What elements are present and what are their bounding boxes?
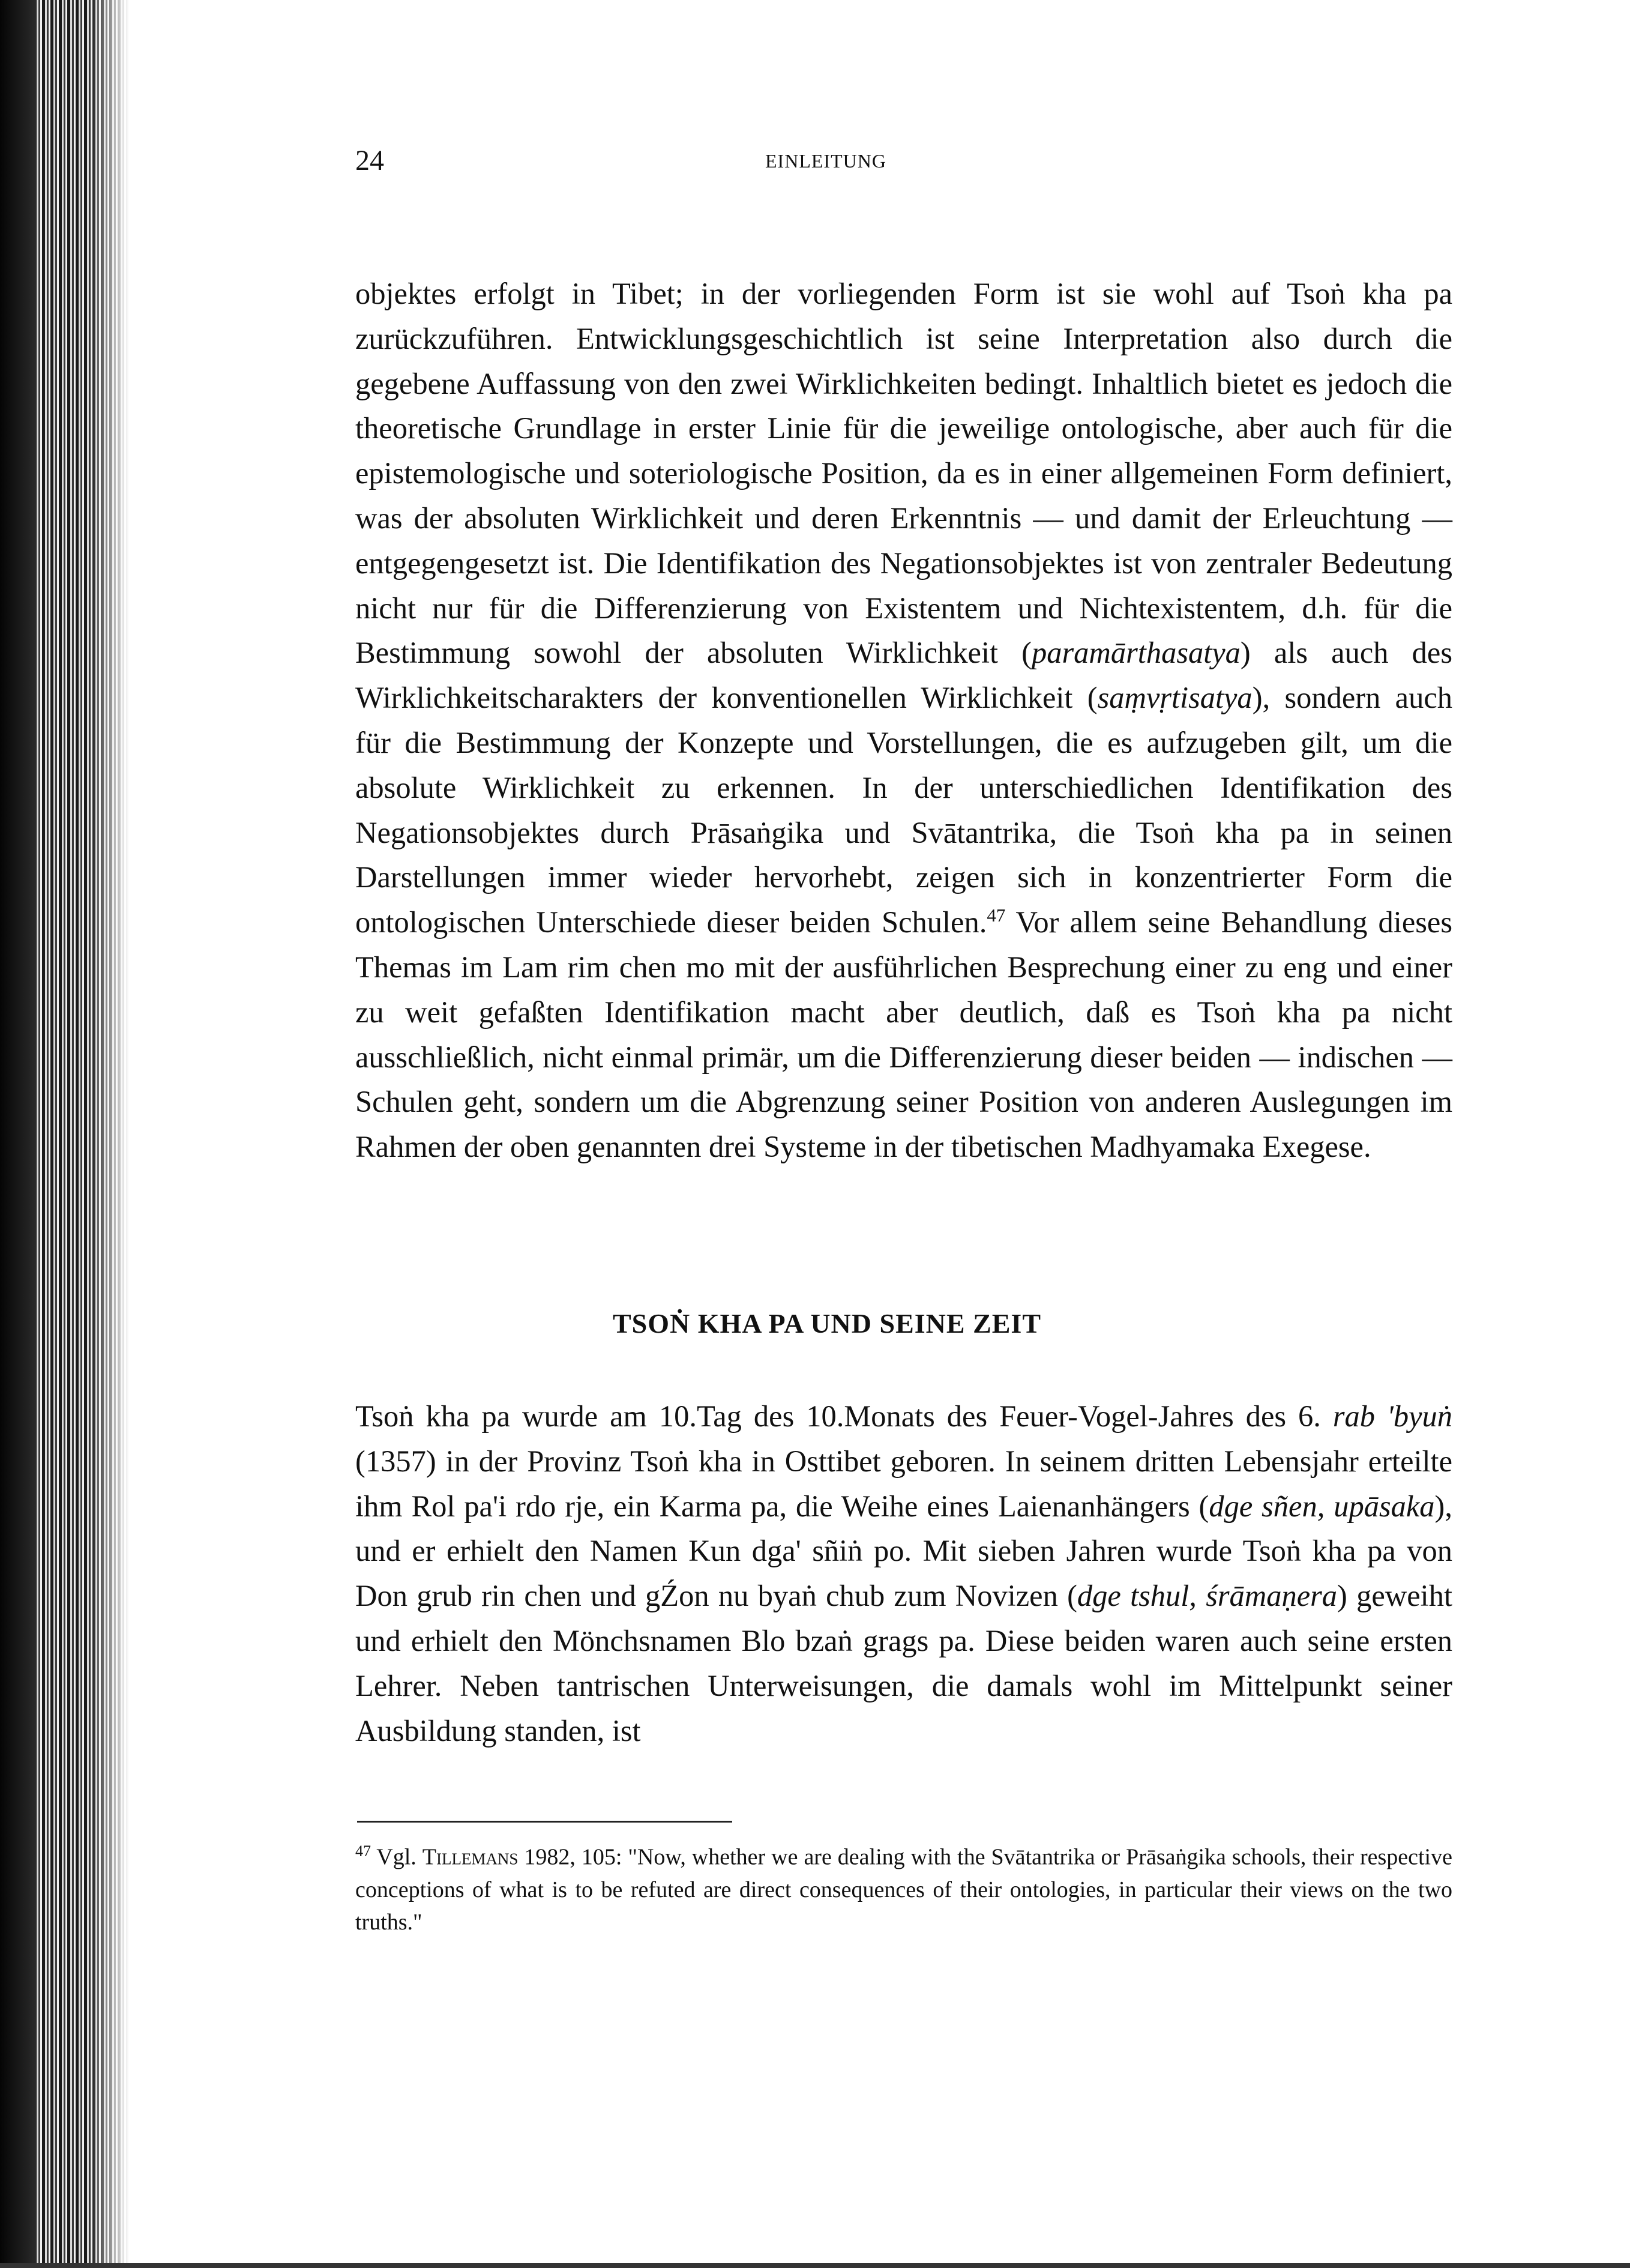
text-segment: ), und er erhielt den Namen Kun dga' sñiṅ po. Mit sieben Jahren wurde Tsoṅ kha pa von Don grub rin chen und gŹon nu byaṅ chub zum Novizen (: [355, 1489, 1452, 1613]
text-segment: (1357) in der Provinz Tsoṅ kha in Osttibet geboren. In seinem dritten Lebensjahr erteilte ihm Rol pa'i rdo rje, ein Karma pa, die Weihe eines Laienanhängers (: [355, 1444, 1452, 1523]
text-segment: Vor allem seine Behandlung dieses Themas im Lam rim chen mo mit der ausführlichen Besprechung einer zu eng und einer zu weit gefaßten Identifikation macht aber deutlich, daß es Tsoṅ kha pa nicht ausschließlich, nicht einmal primär, um die Differenzierung dieser beiden — indischen — Schulen geht, sondern um die Abgrenzung seiner Position von anderen Auslegungen im Rahmen der oben genannten drei Systeme in der tibetischen Madhyamaka Exegese.: [355, 905, 1452, 1164]
footnote-prefix: Vgl.: [371, 1844, 423, 1870]
text-segment: ) als auch des Wirklichkeitscharakters der konventionellen Wirklichkeit (: [355, 636, 1452, 715]
text-segment: ) geweiht und erhielt den Mönchsnamen Blo bzaṅ grags pa. Diese beiden waren auch seine ersten Lehrer. Neben tantrischen Unterweisungen, die damals wohl im Mittelpunkt seiner Ausbildung standen, ist: [355, 1579, 1452, 1748]
tibetan-term: dge tshul, śrāmaṇera: [1077, 1579, 1338, 1613]
sanskrit-term: saṃvṛtisatya: [1097, 681, 1253, 715]
text-segment: ), sondern auch für die Bestimmung der Konzepte und Vorstellungen, die es aufzugeben gilt, um die absolute Wirklichkeit zu erkennen. In der unterschiedlichen Identifikation des Negationsobjektes durch Prāsaṅgika und Svātantrika, die Tsoṅ kha pa in seinen Darstellungen immer wieder hervorhebt, zeigen sich in konzentrierter Form die ontologischen Unterschiede dieser beiden Schulen.: [355, 681, 1452, 939]
footnote-47: [355, 1835, 1452, 1938]
footnote-number: 47: [355, 1842, 371, 1860]
tibetan-term: dge sñen, upāsaka: [1209, 1489, 1435, 1523]
paragraph-negation-object: [355, 271, 1452, 1169]
paragraph-biography: [355, 1394, 1452, 1753]
tibetan-term: rab 'byuṅ: [1332, 1399, 1452, 1433]
book-spine-edge: [0, 0, 36, 2268]
running-head: EINLEITUNG: [765, 150, 886, 172]
section-heading: TSOṄ KHA PA UND SEINE ZEIT: [612, 1308, 1042, 1339]
sanskrit-term: paramārthasatya: [1032, 636, 1241, 670]
text-segment: objektes erfolgt in Tibet; in der vorliegenden Form ist sie wohl auf Tsoṅ kha pa zurückzuführen. Entwicklungsgeschichtlich ist seine Interpretation also durch die gegebene Auffassung von den zwei Wirklichkeiten bedingt. Inhaltlich bietet es jedoch die theoretische Grundlage in erster Linie für die jeweilige ontologische, aber auch für die epistemologische und soteriologische Position, da es in einer allgemeinen Form definiert, was der absoluten Wirklichkeit und deren Erkenntnis — und damit der Erleuchtung — entgegengesetzt ist. Die Identifikation des Negationsobjektes ist von zentraler Bedeutung nicht nur für die Differenzierung von Existentem und Nichtexistentem, d.h. für die Bestimmung sowohl der absoluten Wirklichkeit (: [355, 277, 1452, 670]
book-spine-fade: [90, 0, 129, 2268]
page-number: 24: [355, 145, 384, 176]
footnote-author: Tillemans: [422, 1844, 519, 1870]
text-segment: Tsoṅ kha pa wurde am 10.Tag des 10.Monats des Feuer-Vogel-Jahres des 6.: [355, 1399, 1333, 1433]
scan-bottom-edge: [0, 2263, 1630, 2268]
footnote-reference[interactable]: 47: [987, 905, 1006, 926]
footnote-rule: [357, 1821, 732, 1823]
footnote-text: 1982, 105: "Now, whether we are dealing with the Svātantrika or Prāsaṅgika schools, their respective conceptions of what is to be refuted are direct consequences of their ontologies, in particular their views on the two truths.": [355, 1844, 1452, 1935]
